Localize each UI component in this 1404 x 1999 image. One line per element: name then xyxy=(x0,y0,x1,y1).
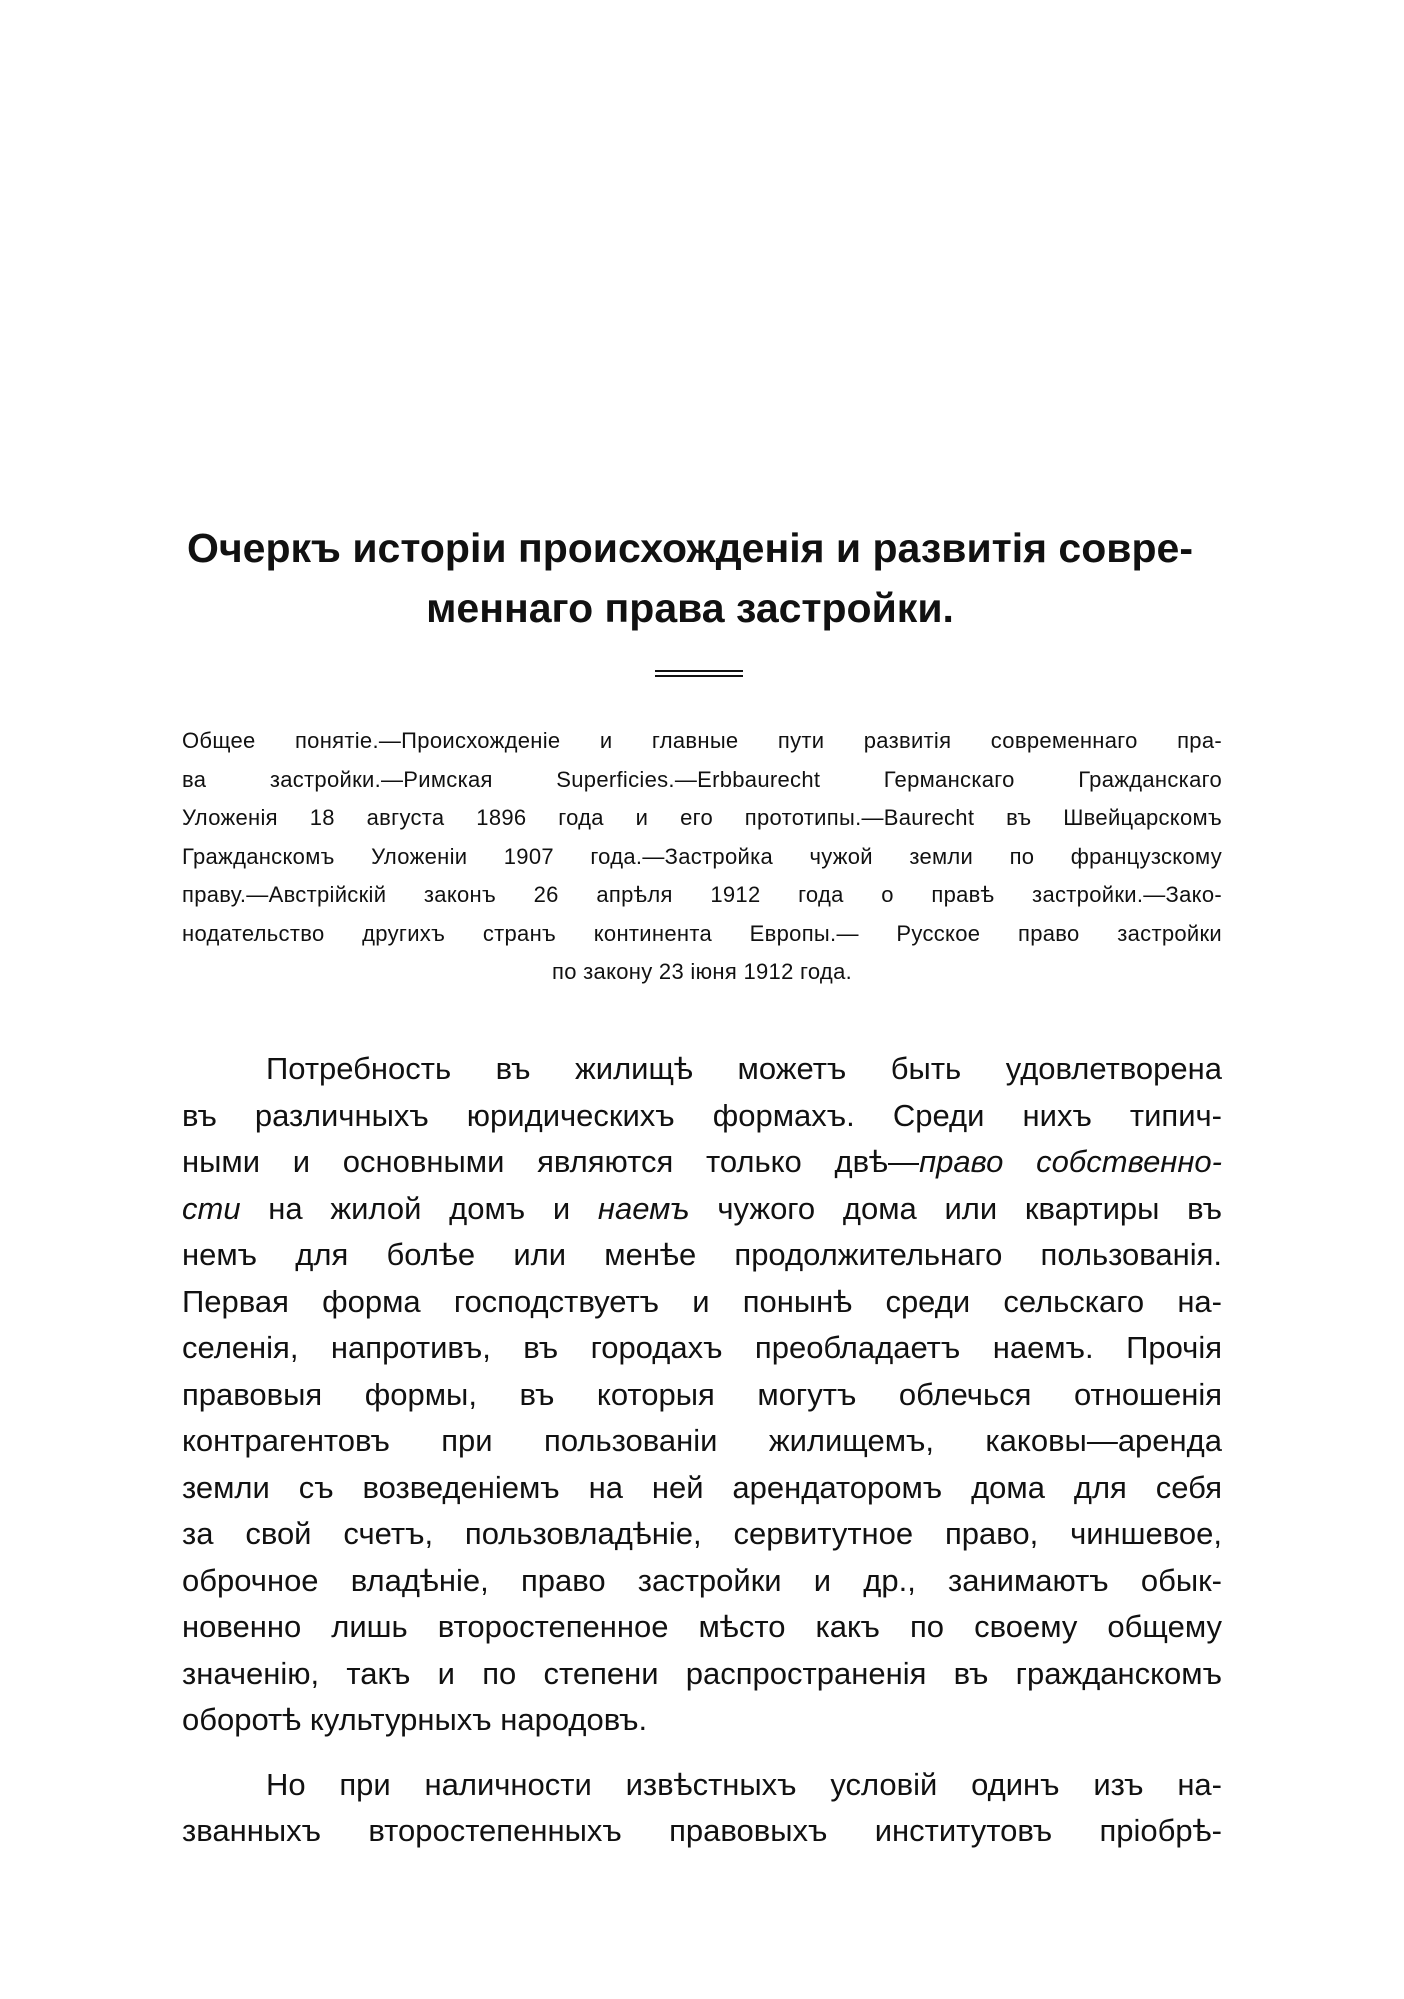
body-line: земли съ возведеніемъ на ней арендаторомъ дома для себя xyxy=(182,1469,1222,1505)
body-text-run: на жилой домъ и xyxy=(240,1190,598,1226)
summary-line-3: Уложенія 18 августа 1896 года и его прототипы.—Baurecht въ Швейцарскомъ xyxy=(182,805,1222,830)
body-line: оброчное владѣніе, право застройки и др., занимаютъ обык- xyxy=(182,1562,1222,1598)
chapter-title-line-2: меннаго права застройки. xyxy=(426,585,954,631)
body-line: правовыя формы, въ которыя могутъ облечься отношенія xyxy=(182,1376,1222,1412)
body-line: Но при наличности извѣстныхъ условій одинъ изъ на- xyxy=(266,1766,1222,1802)
italic-term-ownership-end: сти xyxy=(182,1190,241,1226)
body-line: значенію, такъ и по степени распространенія въ гражданскомъ xyxy=(182,1655,1222,1691)
italic-term-lease: наемъ xyxy=(597,1190,690,1226)
chapter-summary xyxy=(182,722,1222,992)
body-line: за свой счетъ, пользовладѣніе, сервитутное право, чиншевое, xyxy=(182,1516,1222,1551)
paragraph-gap xyxy=(182,1744,1222,1762)
summary-line-1: Общее понятіе.—Происхожденіе и главные пути развитія современнаго пра- xyxy=(182,728,1222,753)
body-line: немъ для болѣе или менѣе продолжительнаго пользованія. xyxy=(182,1237,1222,1272)
body-text-run: чужого дома или квартиры въ xyxy=(689,1190,1222,1226)
italic-term-ownership: право собственно- xyxy=(919,1144,1222,1179)
summary-line-6: нодательство другихъ странъ континента Европы.— Русское право застройки xyxy=(182,920,1222,946)
body-line: въ различныхъ юридическихъ формахъ. Среди нихъ типич- xyxy=(182,1097,1222,1133)
body-line: Первая форма господствуетъ и понынѣ среди сельскаго на- xyxy=(182,1283,1222,1319)
body-text-run: ными и основными являются только двѣ— xyxy=(182,1144,920,1179)
chapter-title-line-1: Очеркъ исторіи происхожденія и развитія совре- xyxy=(186,525,1193,571)
double-rule-divider xyxy=(655,670,743,677)
chapter-title xyxy=(150,518,1230,638)
summary-line-5: праву.—Австрійскій законъ 26 апрѣля 1912 года о правѣ застройки.—Зако- xyxy=(182,882,1222,907)
body-line: новенно лишь второстепенное мѣсто какъ по своему общему xyxy=(182,1609,1222,1644)
summary-line-2: ва застройки.—Римская Superficies.—Erbbaurecht Германскаго Гражданскаго xyxy=(182,766,1222,792)
body-line: селенія, напротивъ, въ городахъ преобладаетъ наемъ. Прочія xyxy=(182,1330,1222,1365)
body-line xyxy=(182,1186,1222,1233)
body-line: контрагентовъ при пользованіи жилищемъ, каковы—аренда xyxy=(182,1423,1222,1458)
body-line: Потребность въ жилищѣ можетъ быть удовлетворена xyxy=(266,1051,1222,1086)
body-line xyxy=(182,1139,1222,1186)
body-line: оборотѣ культурныхъ народовъ. xyxy=(182,1702,648,1737)
summary-line-4: Гражданскомъ Уложеніи 1907 года.—Застройка чужой земли по французскому xyxy=(182,843,1222,869)
body-line: званныхъ второстепенныхъ правовыхъ институтовъ пріобрѣ- xyxy=(182,1813,1222,1848)
summary-line-7: по закону 23 іюня 1912 года. xyxy=(551,959,853,984)
body-text xyxy=(182,1046,1222,1855)
